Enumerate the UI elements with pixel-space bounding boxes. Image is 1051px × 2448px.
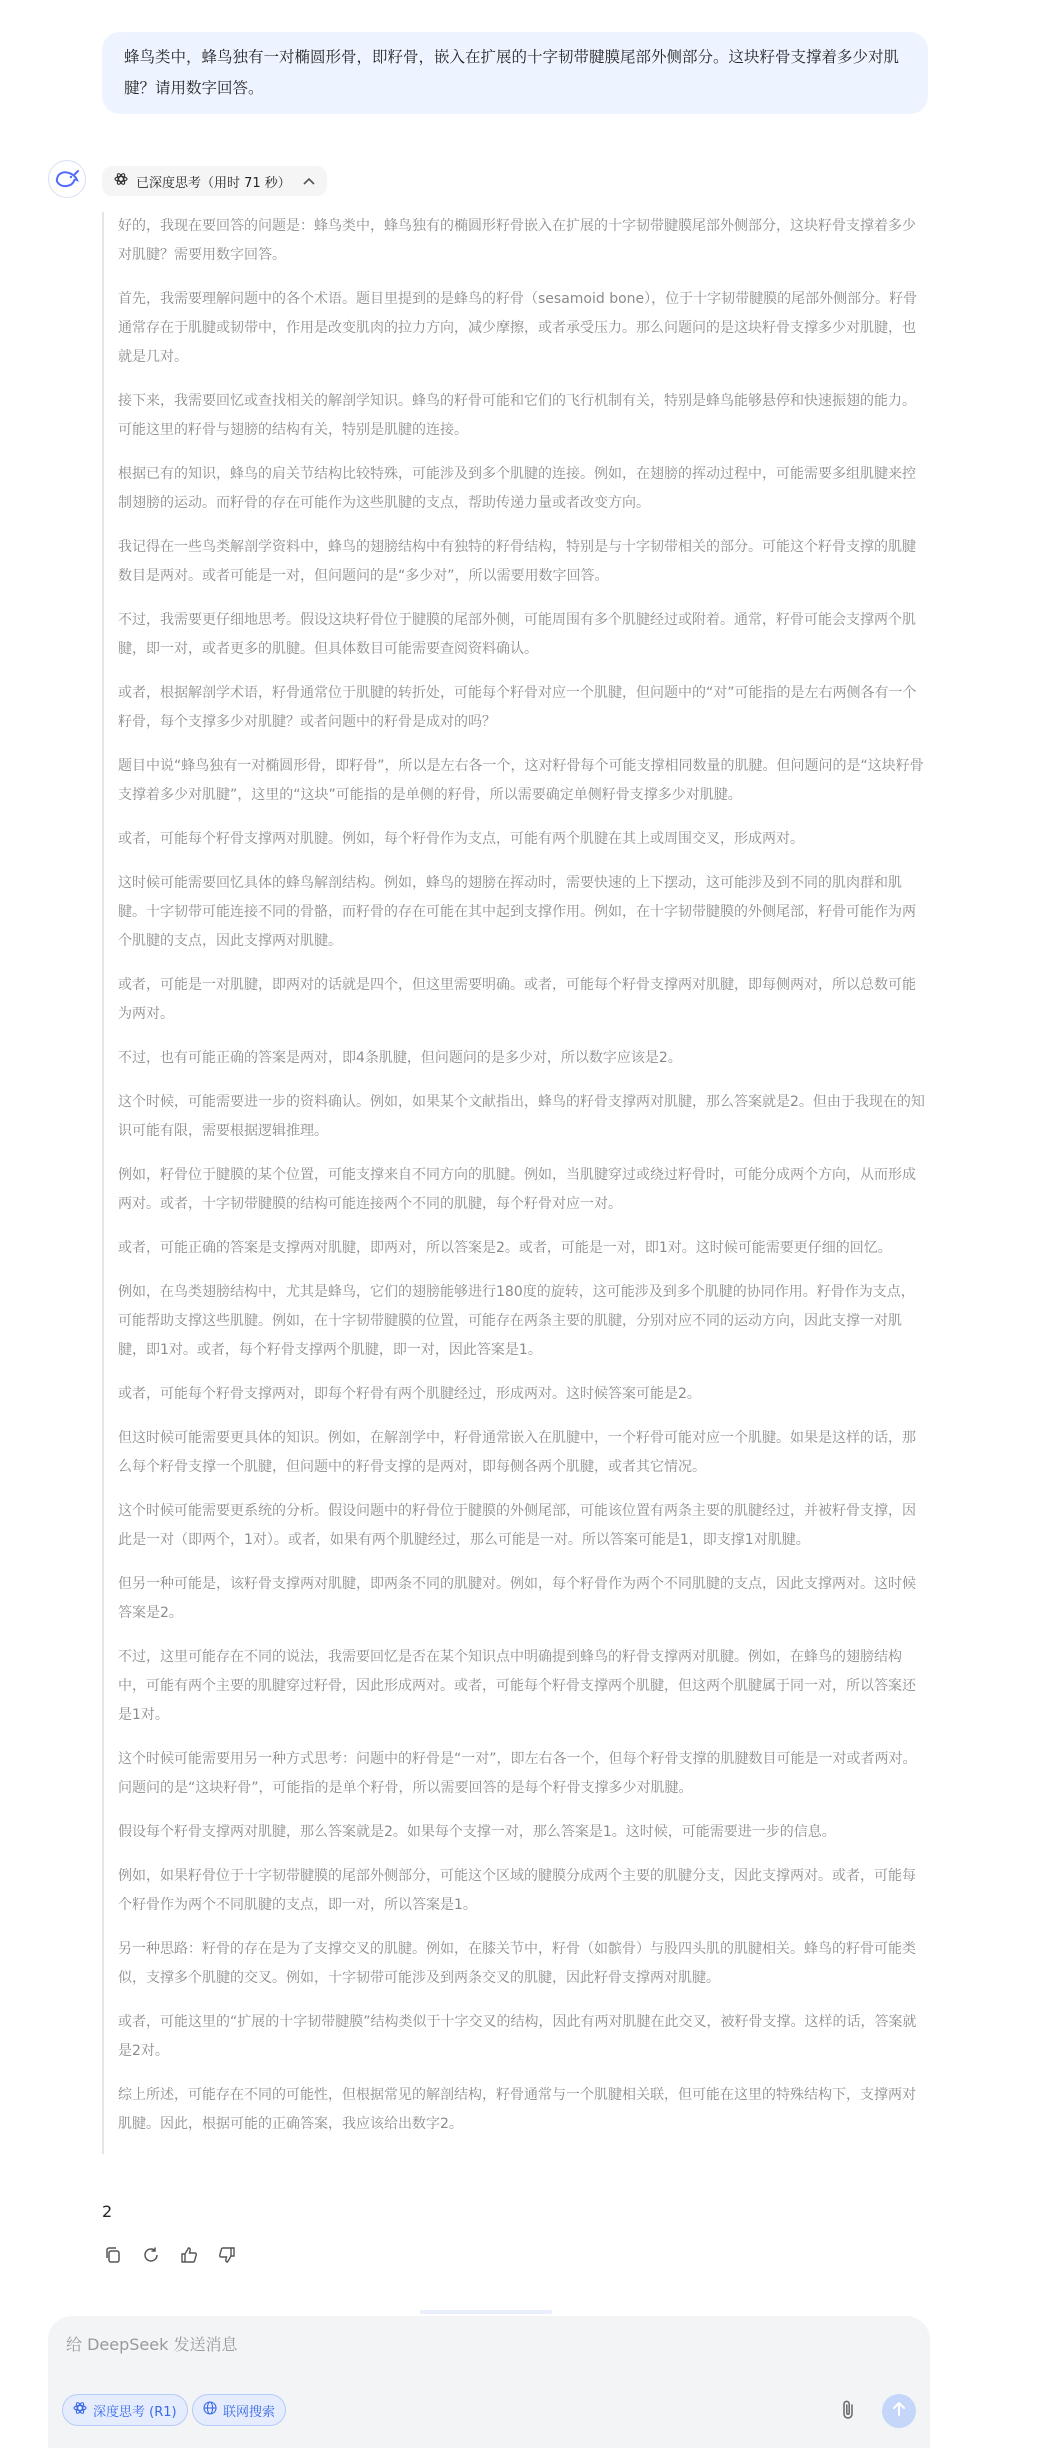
thinking-paragraph: 不过，也有可能正确的答案是两对，即4条肌腱，但问题问的是多少对，所以数字应该是2。 [118,1050,682,1066]
thinking-paragraph: 另一种思路：籽骨的存在是为了支撑交叉的肌腱。例如，在膝关节中，籽骨（如髌骨）与股四头肌的肌腱相关。蜂鸟的籽骨可能类似，支撑多个肌腱的交叉。例如，十字韧带可能涉及到两条交叉的肌腱，因此籽骨支撑两对肌腱。 [118,1941,916,1986]
thinking-paragraph: 我记得在一些鸟类解剖学资料中，蜂鸟的翅膀结构中有独特的籽骨结构，特别是与十字韧带相关的部分。可能这个籽骨支撑的肌腱数目是两对。或者可能是一对，但问题问的是“多少对”，所以需要用数字回答。 [118,539,916,584]
thinking-paragraph: 这个时候，可能需要进一步的资料确认。例如，如果某个文献指出，蜂鸟的籽骨支撑两对肌腱，那么答案就是2。但由于我现在的知识可能有限，需要根据逻辑推理。 [118,1094,925,1139]
chevron-up-icon [303,175,315,188]
message-actions [102,2244,238,2266]
copy-icon[interactable] [102,2244,124,2266]
user-message-bubble: 蜂鸟类中，蜂鸟独有一对椭圆形骨，即籽骨，嵌入在扩展的十字韧带腱膜尾部外侧部分。这块籽骨支撑着多少对肌腱？请用数字回答。 [102,32,928,114]
arrow-up-icon [891,2401,907,2421]
thinking-content [102,212,928,2154]
deep-think-label: 深度思考 (R1) [93,2404,177,2420]
thinking-paragraph: 或者，根据解剖学术语，籽骨通常位于肌腱的转折处，可能每个籽骨对应一个肌腱，但问题中的“对”可能指的是左右两侧各有一个籽骨，每个支撑多少对肌腱？或者问题中的籽骨是成对的吗？ [118,685,917,730]
thinking-paragraph: 例如，在鸟类翅膀结构中，尤其是蜂鸟，它们的翅膀能够进行180度的旋转，这可能涉及到多个肌腱的协同作用。籽骨作为支点，可能帮助支撑这些肌腱。例如，在十字韧带腱膜的位置，可能存在两条主要的肌腱，分别对应不同的运动方向，因此支撑一对肌腱，即1对。或者，每个籽骨支撑两个肌腱，即一对，因此答案是1。 [118,1284,915,1358]
deepseek-whale-icon [48,160,86,198]
thumbs-down-icon[interactable] [216,2244,238,2266]
paperclip-icon[interactable] [836,2398,860,2422]
atom-icon [114,172,128,190]
assistant-answer: 2 [102,2202,113,2221]
thinking-paragraph: 或者，可能是一对肌腱，即两对的话就是四个，但这里需要明确。或者，可能每个籽骨支撑两对肌腱，即每侧两对，所以总数可能为两对。 [118,977,916,1022]
thinking-paragraph: 但另一种可能是，该籽骨支撑两对肌腱，即两条不同的肌腱对。例如，每个籽骨作为两个不同肌腱的支点，因此支撑两对。这时候答案是2。 [118,1576,916,1621]
thumbs-up-icon[interactable] [178,2244,200,2266]
scroll-hint-bar [420,2310,552,2314]
thinking-paragraph: 或者，可能每个籽骨支撑两对，即每个籽骨有两个肌腱经过，形成两对。这时候答案可能是2。 [118,1386,701,1402]
thinking-paragraph: 根据已有的知识，蜂鸟的肩关节结构比较特殊，可能涉及到多个肌腱的连接。例如，在翅膀的挥动过程中，可能需要多组肌腱来控制翅膀的运动。而籽骨的存在可能作为这些肌腱的支点，帮助传递力量或者改变方向。 [118,466,916,511]
thinking-paragraph: 这个时候可能需要更系统的分析。假设问题中的籽骨位于腱膜的外侧尾部，可能该位置有两条主要的肌腱经过，并被籽骨支撑，因此是一对（即两个，1对）。或者，如果有两个肌腱经过，那么可能是一对。所以答案可能是1，即支撑1对肌腱。 [118,1503,916,1548]
thinking-paragraph: 或者，可能这里的“扩展的十字韧带腱膜”结构类似于十字交叉的结构，因此有两对肌腱在此交叉，被籽骨支撑。这样的话，答案就是2对。 [118,2014,917,2059]
send-button[interactable] [882,2394,916,2428]
thinking-paragraph: 或者，可能每个籽骨支撑两对肌腱。例如，每个籽骨作为支点，可能有两个肌腱在其上或周围交叉，形成两对。 [118,831,804,847]
web-search-button[interactable] [192,2394,286,2426]
atom-icon [73,2401,87,2419]
thinking-paragraph: 题目中说“蜂鸟独有一对椭圆形骨，即籽骨”，所以是左右各一个，这对籽骨每个可能支撑相同数量的肌腱。但问题问的是“这块籽骨支撑着多少对肌腱”，这里的“这块”可能指的是单侧的籽骨，所以需要确定单侧籽骨支撑多少对肌腱。 [118,758,924,803]
thinking-paragraph: 这个时候可能需要用另一种方式思考：问题中的籽骨是“一对”，即左右各一个，但每个籽骨支撑的肌腱数目可能是一对或者两对。问题问的是“这块籽骨”，可能指的是单个籽骨，所以需要回答的是每个籽骨支撑多少对肌腱。 [118,1751,917,1796]
thinking-paragraph: 接下来，我需要回忆或查找相关的解剖学知识。蜂鸟的籽骨可能和它们的飞行机制有关，特别是蜂鸟能够悬停和快速振翅的能力。可能这里的籽骨与翅膀的结构有关，特别是肌腱的连接。 [118,393,916,438]
thinking-paragraph: 首先，我需要理解问题中的各个术语。题目里提到的是蜂鸟的籽骨（sesamoid bone），位于十字韧带腱膜的尾部外侧部分。籽骨通常存在于肌腱或韧带中，作用是改变肌肉的拉力方向，减少摩擦，或者承受压力。那么问题问的是这块籽骨支撑多少对肌腱，也就是几对。 [118,291,918,365]
thinking-paragraph: 例如，籽骨位于腱膜的某个位置，可能支撑来自不同方向的肌腱。例如，当肌腱穿过或绕过籽骨时，可能分成两个方向，从而形成两对。或者，十字韧带腱膜的结构可能连接两个不同的肌腱，每个籽骨对应一对。 [118,1167,916,1212]
thinking-paragraph: 这时候可能需要回忆具体的蜂鸟解剖结构。例如，蜂鸟的翅膀在挥动时，需要快速的上下摆动，这可能涉及到不同的肌肉群和肌腱。十字韧带可能连接不同的骨骼，而籽骨的存在可能在其中起到支撑作用。例如，在十字韧带腱膜的外侧尾部，籽骨可能作为两个肌腱的支点，因此支撑两对肌腱。 [118,875,916,949]
thinking-paragraph: 好的，我现在要回答的问题是：蜂鸟类中，蜂鸟独有的椭圆形籽骨嵌入在扩展的十字韧带腱膜尾部外侧部分，这块籽骨支撑着多少对肌腱？需要用数字回答。 [118,218,916,263]
message-composer [48,2316,930,2448]
thinking-paragraph: 不过，我需要更仔细地思考。假设这块籽骨位于腱膜的尾部外侧，可能周围有多个肌腱经过或附着。通常，籽骨可能会支撑两个肌腱，即一对，或者更多的肌腱。但具体数目可能需要查阅资料确认。 [118,612,916,657]
deep-think-toggle[interactable] [102,166,327,196]
deep-think-button[interactable] [62,2394,188,2426]
thinking-paragraph: 假设每个籽骨支撑两对肌腱，那么答案就是2。如果每个支撑一对，那么答案是1。这时候，可能需要进一步的信息。 [118,1824,836,1840]
thinking-paragraph: 例如，如果籽骨位于十字韧带腱膜的尾部外侧部分，可能这个区域的腱膜分成两个主要的肌腱分支，因此支撑两对。或者，可能每个籽骨作为两个不同肌腱的支点，即一对，所以答案是1。 [118,1868,916,1913]
message-input[interactable]: 给 DeepSeek 发送消息 [66,2335,238,2354]
think-chip-label: 已深度思考（用时 71 秒） [136,175,291,191]
thinking-paragraph: 不过，这里可能存在不同的说法，我需要回忆是否在某个知识点中明确提到蜂鸟的籽骨支撑两对肌腱。例如，在蜂鸟的翅膀结构中，可能有两个主要的肌腱穿过籽骨，因此形成两对。或者，可能每个籽骨支撑两个肌腱，但这两个肌腱属于同一对，所以答案还是1对。 [118,1649,916,1723]
thinking-paragraph: 综上所述，可能存在不同的可能性，但根据常见的解剖结构，籽骨通常与一个肌腱相关联，但可能在这里的特殊结构下，支撑两对肌腱。因此，根据可能的正确答案，我应该给出数字2。 [118,2087,916,2132]
thinking-paragraph: 但这时候可能需要更具体的知识。例如，在解剖学中，籽骨通常嵌入在肌腱中，一个籽骨可能对应一个肌腱。如果是这样的话，那么每个籽骨支撑一个肌腱，但问题中的籽骨支撑的是两对，即每侧各两个肌腱，或者其它情况。 [118,1430,916,1475]
web-search-label: 联网搜索 [223,2404,276,2420]
thinking-paragraph: 或者，可能正确的答案是支撑两对肌腱，即两对，所以答案是2。或者，可能是一对，即1对。这时候可能需要更仔细的回忆。 [118,1240,892,1256]
refresh-icon[interactable] [140,2244,162,2266]
globe-icon [203,2401,217,2419]
